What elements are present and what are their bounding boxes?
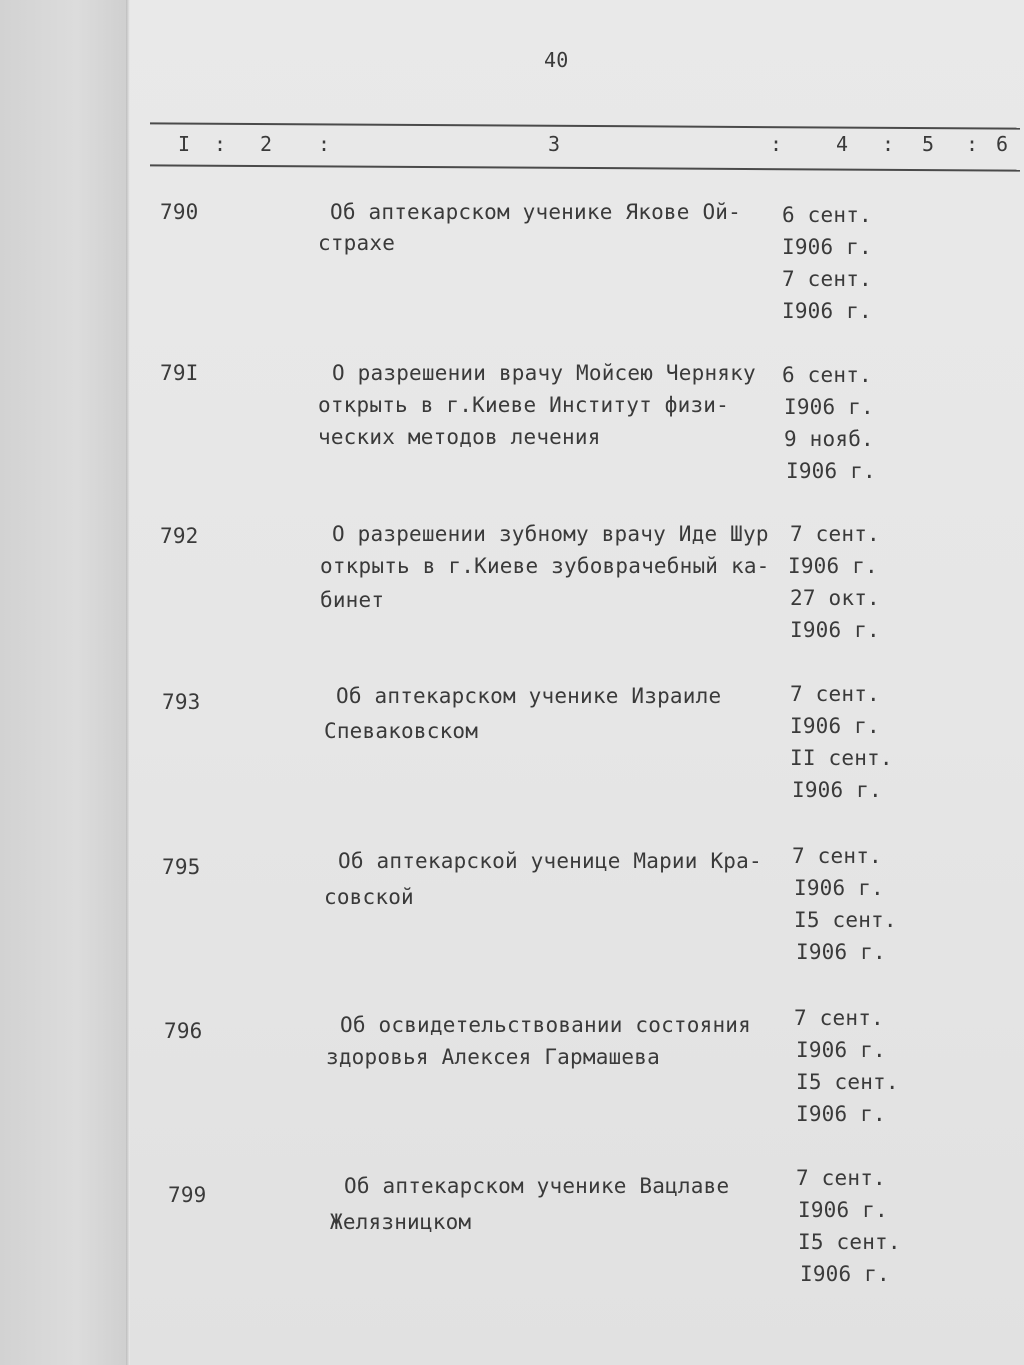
entry-date-line: 7 сент. xyxy=(790,522,880,546)
entry-title-line: Об аптекарском ученике Израиле xyxy=(336,684,722,708)
column-header-3: 3 xyxy=(548,132,561,156)
entry-date-line: 7 сент. xyxy=(794,1006,884,1030)
entry-date-line: I906 г. xyxy=(794,876,884,900)
entry-date-line: I5 сент. xyxy=(794,908,897,932)
entry-date-line: 7 сент. xyxy=(792,844,882,868)
entry-date-line: I5 сент. xyxy=(798,1230,901,1254)
entry-date-line: I906 г. xyxy=(784,395,874,419)
entry-date-line: 7 сент. xyxy=(796,1166,886,1190)
entry-date-line: I906 г. xyxy=(796,1102,886,1126)
entry-title-line: Об аптекарском ученике Вацлаве xyxy=(344,1174,730,1198)
column-separator: : xyxy=(318,132,331,156)
entry-title-line: ческих методов лечения xyxy=(318,425,601,449)
entry-date-line: 7 сент. xyxy=(790,682,880,706)
entry-title-line: Об аптекарской ученице Марии Кра- xyxy=(338,849,762,873)
column-header-4: 4 xyxy=(836,132,849,156)
entry-title-line: бинет xyxy=(320,588,385,612)
entry-number: 799 xyxy=(168,1183,207,1207)
entry-number: 790 xyxy=(160,200,199,224)
entry-title-line: О разрешении зубному врачу Иде Шур xyxy=(332,522,769,546)
entry-number: 792 xyxy=(160,524,199,548)
entry-date-line: I906 г. xyxy=(800,1262,890,1286)
column-separator: : xyxy=(966,132,979,156)
column-separator: : xyxy=(770,132,783,156)
column-separator: : xyxy=(882,132,895,156)
column-header-2: 2 xyxy=(260,132,273,156)
entry-date-line: I906 г. xyxy=(782,235,872,259)
entry-date-line: 9 нояб. xyxy=(784,427,874,451)
entry-title-line: совской xyxy=(324,885,414,909)
entry-date-line: I906 г. xyxy=(790,714,880,738)
column-header-6: 6 xyxy=(996,132,1009,156)
entry-date-line: 6 сент. xyxy=(782,203,872,227)
column-header-5: 5 xyxy=(922,132,935,156)
entry-date-line: I906 г. xyxy=(792,778,882,802)
entry-number: 793 xyxy=(162,690,201,714)
entry-date-line: II сент. xyxy=(790,746,893,770)
entry-date-line: 6 сент. xyxy=(782,363,872,387)
entry-date-line: 27 окт. xyxy=(790,586,880,610)
entry-title-line: О разрешении врачу Мойсею Черняку xyxy=(332,361,756,385)
entry-title-line: Желязницком xyxy=(330,1210,472,1234)
entry-date-line: I906 г. xyxy=(790,618,880,642)
entry-date-line: I906 г. xyxy=(786,459,876,483)
entry-title-line: Об освидетельствовании состояния xyxy=(340,1013,751,1037)
previous-page-edge xyxy=(0,0,128,1365)
entry-title-line: страхе xyxy=(318,231,396,255)
column-separator: : xyxy=(214,132,227,156)
entry-title-line: Спеваковском xyxy=(324,719,479,743)
entry-date-line: 7 сент. xyxy=(782,267,872,291)
entry-date-line: I906 г. xyxy=(782,299,872,323)
entry-date-line: I906 г. xyxy=(798,1198,888,1222)
page-number: 40 xyxy=(544,48,569,72)
entry-date-line: I5 сент. xyxy=(796,1070,899,1094)
entry-number: 796 xyxy=(164,1019,203,1043)
entry-date-line: I906 г. xyxy=(796,1038,886,1062)
entry-number: 79I xyxy=(160,361,199,385)
entry-date-line: I906 г. xyxy=(788,554,878,578)
entry-number: 795 xyxy=(162,855,201,879)
entry-date-line: I906 г. xyxy=(796,940,886,964)
column-header-1: I xyxy=(178,132,191,156)
entry-title-line: открыть в г.Киеве Институт физи- xyxy=(318,393,729,417)
entry-title-line: открыть в г.Киеве зубоврачебный ка- xyxy=(320,554,770,578)
entry-title-line: Об аптекарском ученике Якове Ой- xyxy=(330,200,741,224)
entry-title-line: здоровья Алексея Гармашева xyxy=(326,1045,660,1069)
